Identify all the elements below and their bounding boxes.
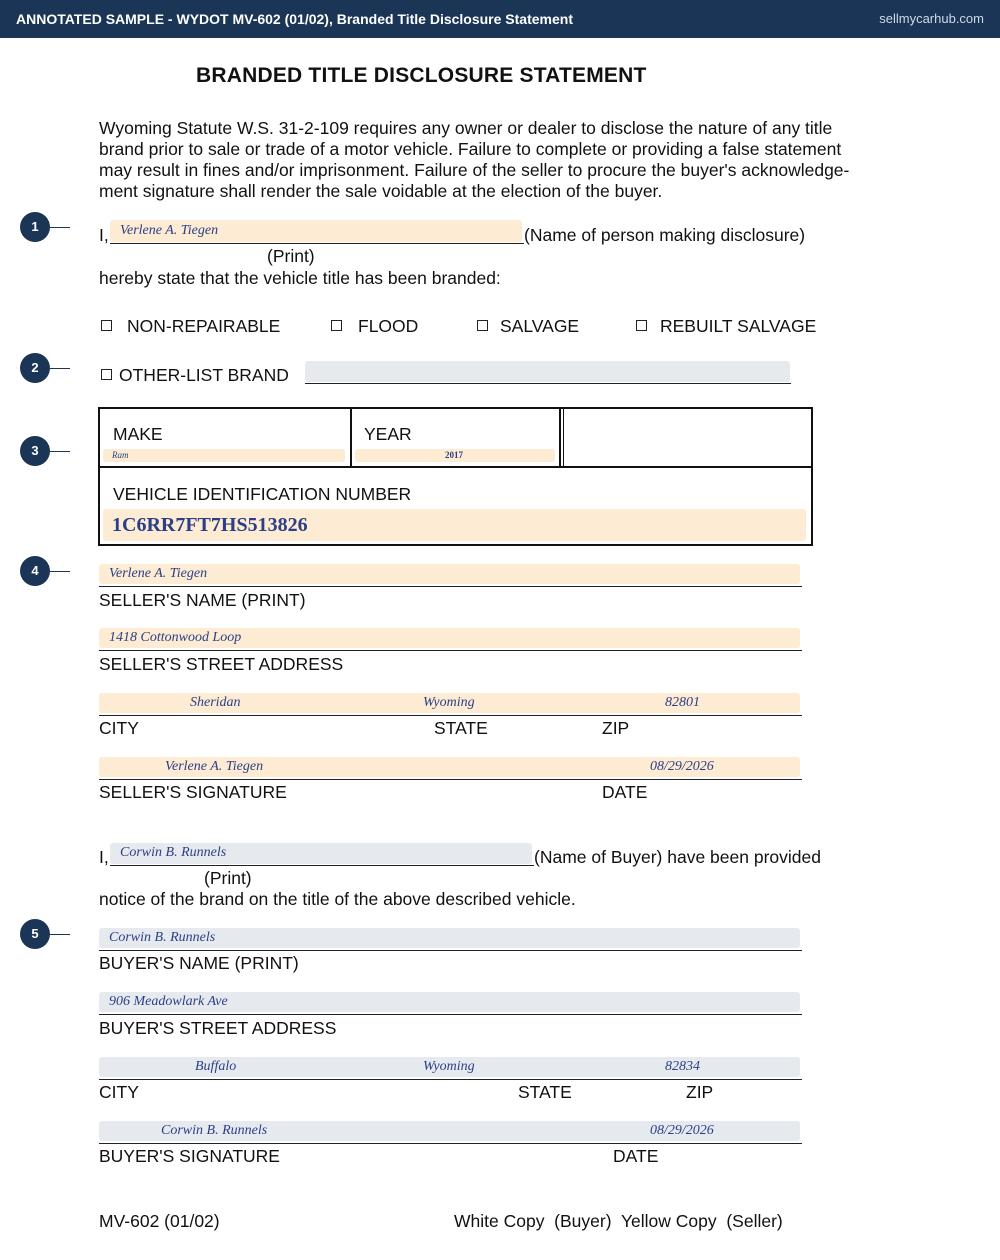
disclosure-statement: hereby state that the vehicle title has been branded: (99, 268, 501, 288)
buyer-zip-label: ZIP (686, 1082, 714, 1102)
statute-line: brand prior to sale or trade of a motor vehicle. Failure to complete or providing a false statement (99, 139, 842, 159)
buyer-name-value: Corwin B. Runnels (109, 930, 216, 945)
seller-city-underline (99, 715, 802, 716)
document-title: BRANDED TITLE DISCLOSURE STATEMENT (196, 64, 647, 87)
buyer-city-label: CITY (99, 1082, 139, 1102)
disclosure-name-value: Verlene A. Tiegen (120, 223, 219, 238)
seller-street-label: SELLER'S STREET ADDRESS (99, 654, 344, 674)
other-brand-field[interactable] (305, 361, 790, 382)
year-value: 2017 (445, 450, 463, 460)
vin-label: VEHICLE IDENTIFICATION NUMBER (113, 484, 412, 504)
seller-street-underline (99, 650, 802, 651)
buyer-street-value: 906 Meadowlark Ave (109, 994, 228, 1009)
annotation-badge-2: 2 (20, 353, 50, 383)
buyer-ack-print-label: (Print) (204, 868, 252, 888)
other-brand-underline (305, 383, 791, 384)
seller-name-value: Verlene A. Tiegen (109, 566, 208, 581)
buyer-name-label: BUYER'S NAME (PRINT) (99, 953, 299, 973)
statute-line: Wyoming Statute W.S. 31-2-109 requires any owner or dealer to disclose the nature of any title (99, 118, 833, 138)
seller-state-label: STATE (434, 718, 488, 738)
seller-date-label: DATE (602, 782, 648, 802)
badge-connector (50, 227, 70, 228)
make-label: MAKE (113, 424, 163, 444)
disclosure-i-label: I, (99, 225, 109, 245)
seller-zip-label: ZIP (602, 718, 630, 738)
non-repairable-checkbox[interactable] (101, 320, 112, 331)
annotation-badge-4: 4 (20, 556, 50, 586)
seller-signature-value: Verlene A. Tiegen (165, 759, 264, 774)
badge-connector (50, 368, 70, 369)
buyer-state-value: Wyoming (423, 1059, 475, 1074)
seller-state-value: Wyoming (423, 695, 475, 710)
seller-name-label: SELLER'S NAME (PRINT) (99, 590, 306, 610)
annotation-badge-1: 1 (20, 212, 50, 242)
buyer-ack-i-label: I, (99, 847, 109, 867)
buyer-city-underline (99, 1079, 802, 1080)
salvage-checkbox[interactable] (477, 320, 488, 331)
seller-street-value: 1418 Cottonwood Loop (109, 630, 242, 645)
disclosure-name-hint: (Name of person making disclosure) (524, 225, 806, 245)
buyer-zip-value: 82834 (665, 1059, 700, 1074)
buyer-ack-statement: notice of the brand on the title of the above described vehicle. (99, 889, 576, 909)
buyer-signature-underline (99, 1143, 802, 1144)
seller-signature-label: SELLER'S SIGNATURE (99, 782, 287, 802)
rebuilt-salvage-label: REBUILT SALVAGE (660, 316, 817, 336)
annotation-badge-5: 5 (20, 919, 50, 949)
buyer-date-value: 08/29/2026 (650, 1123, 714, 1138)
seller-city-label: CITY (99, 718, 139, 738)
banner-title: ANNOTATED SAMPLE - WYDOT MV-602 (01/02), Branded Title Disclosure Statement (16, 11, 573, 27)
statute-paragraph (99, 118, 919, 202)
make-value: Ram (112, 450, 129, 460)
flood-label: FLOOD (358, 316, 419, 336)
badge-connector (50, 571, 70, 572)
non-repairable-label: NON-REPAIRABLE (127, 316, 281, 336)
buyer-date-label: DATE (613, 1146, 659, 1166)
buyer-signature-value: Corwin B. Runnels (161, 1123, 268, 1138)
seller-signature-underline (99, 779, 802, 780)
flood-checkbox[interactable] (331, 320, 342, 331)
seller-name-underline (99, 586, 802, 587)
seller-city-value: Sheridan (190, 695, 241, 710)
buyer-street-label: BUYER'S STREET ADDRESS (99, 1018, 337, 1038)
other-brand-checkbox[interactable] (101, 369, 112, 380)
vin-value: 1C6RR7FT7HS513826 (112, 514, 308, 536)
badge-connector (50, 451, 70, 452)
buyer-ack-name-hint: (Name of Buyer) have been provided (534, 847, 821, 867)
seller-zip-value: 82801 (665, 695, 700, 710)
make-field[interactable] (103, 449, 345, 462)
buyer-city-value: Buffalo (195, 1059, 237, 1074)
salvage-label: SALVAGE (500, 316, 580, 336)
form-id: MV-602 (01/02) (99, 1211, 220, 1231)
year-label: YEAR (364, 424, 412, 444)
vehicle-box-divider (559, 407, 561, 467)
buyer-state-label: STATE (518, 1082, 572, 1102)
buyer-ack-name-underline (110, 865, 534, 866)
banner-site-link[interactable]: sellmycarhub.com (879, 11, 984, 26)
buyer-street-underline (99, 1014, 802, 1015)
badge-connector (50, 934, 70, 935)
statute-line: may result in fines and/or imprisonment. Failure of the seller to procure the buyer's acknowledge- (99, 160, 850, 180)
vehicle-box-divider (98, 466, 813, 468)
other-brand-label: OTHER-LIST BRAND (119, 365, 289, 385)
buyer-ack-name-value: Corwin B. Runnels (120, 845, 227, 860)
seller-date-value: 08/29/2026 (650, 759, 714, 774)
annotation-badge-3: 3 (20, 436, 50, 466)
rebuilt-salvage-checkbox[interactable] (636, 320, 647, 331)
statute-line: ment signature shall render the sale voidable at the election of the buyer. (99, 181, 663, 201)
disclosure-print-label: (Print) (267, 246, 315, 266)
buyer-name-underline (99, 950, 802, 951)
vehicle-box-divider (350, 407, 352, 467)
buyer-signature-label: BUYER'S SIGNATURE (99, 1146, 280, 1166)
copy-distribution: White Copy (Buyer) Yellow Copy (Seller) (454, 1211, 783, 1231)
disclosure-name-underline (110, 243, 524, 244)
vehicle-box-divider (563, 407, 564, 467)
